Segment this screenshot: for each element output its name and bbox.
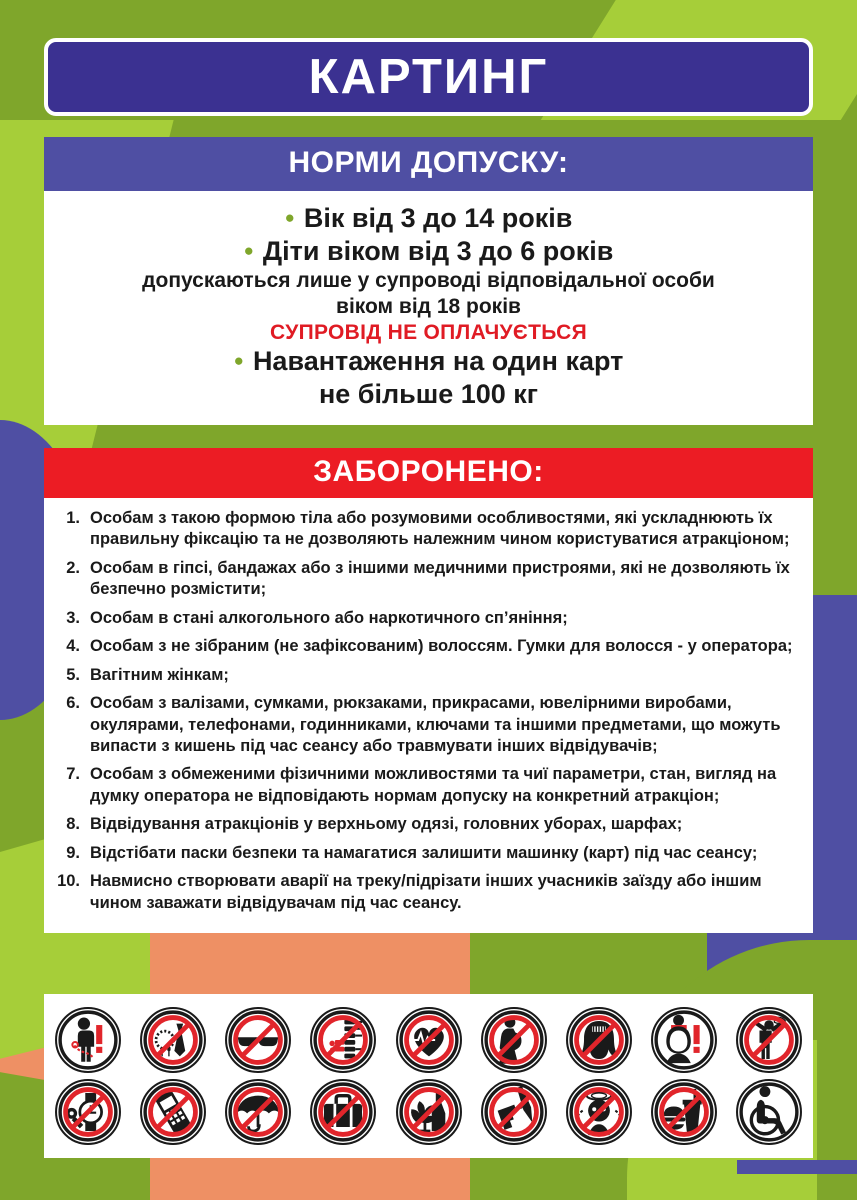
pictogram-row-2 [54, 1078, 803, 1146]
prohibition-item [54, 693, 795, 757]
background-shape-purple-bottom-strip [737, 1160, 857, 1174]
wheelchair-access-icon [735, 1078, 803, 1146]
admission-rule-escort-line2: віком від 18 років [336, 295, 521, 319]
admission-header-label: НОРМИ ДОПУСКУ: [288, 146, 569, 179]
prohibition-item-number: 2. [66, 558, 80, 577]
prohibition-item [54, 558, 795, 601]
prohibition-item-text: Особам з валізами, сумками, рюкзаками, прикрасами, ювелірними виробами, окулярами, телефонами, годинниками, ключами та іншими предметами, що можуть випасти з кишень під час сеансу або травмувати інших відвідувачів; [90, 694, 781, 755]
no-umbrella-icon [224, 1078, 292, 1146]
no-keys-watch-icon [54, 1078, 122, 1146]
no-pregnant-women-icon [480, 1006, 548, 1074]
prohibitions-section-header [44, 448, 813, 498]
admission-section-header [44, 137, 813, 191]
no-body-shape-restriction-icon [54, 1006, 122, 1074]
prohibition-item-number: 6. [66, 694, 80, 713]
no-weapons-knives-icon [480, 1078, 548, 1146]
prohibition-item-number: 10. [57, 872, 80, 891]
prohibition-item-text: Особам з такою формою тіла або розумовими особливостями, які ускладнюють їх правильну фіксацію та не дозволяють належним чином користуватися атракціоном; [90, 509, 790, 549]
no-food-drink-icon [650, 1078, 718, 1146]
prohibition-item [54, 636, 795, 657]
prohibition-item [54, 665, 795, 686]
no-luggage-icon [309, 1078, 377, 1146]
no-jewelry-tie-icon [139, 1006, 207, 1074]
prohibition-item [54, 871, 795, 914]
prohibitions-section [44, 448, 813, 933]
prohibition-item-text: Особам в стані алкогольного або наркотичного сп’яніння; [90, 608, 568, 627]
prohibition-item-text: Особам з не зібраним (не зафіксованим) волоссям. Гумки для волосся - у оператора; [90, 637, 793, 656]
prohibition-item-number: 7. [66, 765, 80, 784]
pictogram-row-1 [54, 1006, 803, 1074]
admission-rule-escort-line1: допускаються лише у супроводі відповідальної особи [142, 268, 715, 292]
no-glasses-icon [224, 1006, 292, 1074]
prohibition-item-text: Особам в гіпсі, бандажах або з іншими медичними пристроями, які не дозволяють їх безпечно розмістити; [90, 558, 790, 599]
page-title: КАРТИНГ [308, 50, 549, 104]
no-dizziness-vertigo-icon [565, 1078, 633, 1146]
admission-rule-young-children: ● Діти віком від 3 до 6 років [58, 235, 799, 268]
no-loose-hair-icon [565, 1006, 633, 1074]
prohibition-item [54, 843, 795, 864]
prohibition-item [54, 508, 795, 551]
no-spine-injury-icon [309, 1006, 377, 1074]
prohibition-item [54, 608, 795, 629]
prohibition-item-number: 3. [66, 608, 80, 627]
admission-rule-weight-line1: ● Навантаження на один карт [58, 345, 799, 378]
prohibition-item-text: Навмисно створювати аварії на треку/підрізати інших учасників заїзду або іншим чином заважати відвідувачам під час сеансу. [90, 872, 762, 912]
admission-rule-age-range: ● Вік від 3 до 14 років [58, 202, 799, 235]
prohibition-item [54, 764, 795, 807]
prohibition-item-number: 4. [66, 637, 80, 656]
no-mobile-phone-icon [139, 1078, 207, 1146]
no-heart-condition-icon [395, 1006, 463, 1074]
prohibitions-list [44, 498, 813, 933]
prohibition-item-text: Відвідування атракціонів у верхньому одязі, головних уборах, шарфах; [90, 815, 683, 834]
poster-title-box [44, 38, 813, 116]
admission-section [44, 137, 813, 425]
tied-hair-required-icon [650, 1006, 718, 1074]
prohibition-item-number: 5. [66, 665, 80, 684]
prohibition-item-text: Особам з обмеженими фізичними можливостями та чиї параметри, стан, вигляд на думку оператора не відповідають нормам допуску на конкретний атракціон; [90, 765, 777, 805]
admission-section-body [44, 191, 813, 425]
no-drugs-alcohol-icon [395, 1078, 463, 1146]
prohibition-item-text: Відстібати паски безпеки та намагатися залишити машинку (карт) під час сеансу; [90, 843, 758, 862]
prohibition-item-number: 1. [66, 509, 80, 527]
prohibition-item-text: Вагітним жінкам; [90, 665, 229, 684]
prohibitions-header-label: ЗАБОРОНЕНО: [313, 455, 544, 488]
no-standing-hands-up-icon [735, 1006, 803, 1074]
admission-escort-free-notice: СУПРОВІД НЕ ОПЛАЧУЄТЬСЯ [270, 321, 587, 345]
pictogram-panel [44, 994, 813, 1158]
prohibition-item-number: 8. [66, 815, 80, 834]
prohibition-item-number: 9. [66, 843, 80, 862]
prohibition-item [54, 814, 795, 835]
admission-rule-weight-line2: не більше 100 кг [318, 379, 539, 410]
